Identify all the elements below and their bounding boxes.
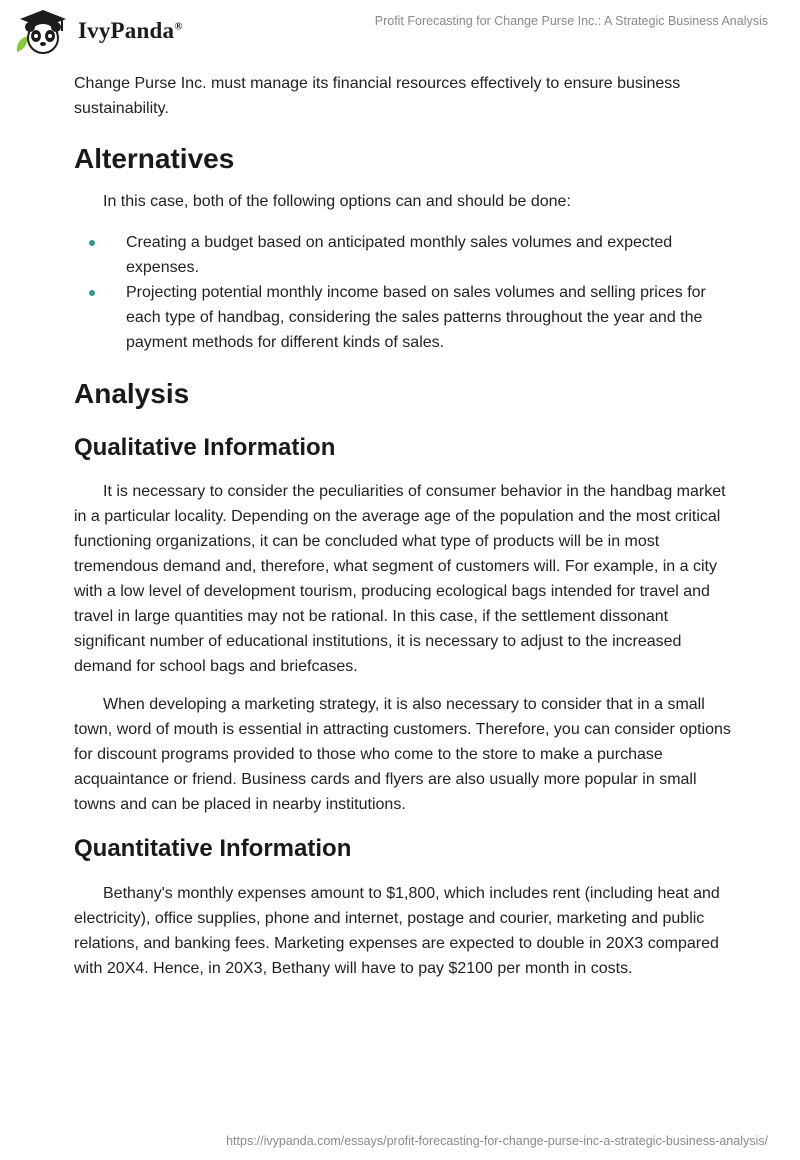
list-item-text: Creating a budget based on anticipated monthly sales volumes and expected expenses. [126,234,673,276]
bullet-icon [89,240,95,246]
qualitative-heading: Qualitative Information [74,434,336,461]
list-item-text: Projecting potential monthly income based on sales volumes and selling prices for each type of handbag, considering the sales patterns throughout the year and the payment methods for different kinds of sales. [126,284,706,351]
panda-logo-icon [14,8,72,54]
document-title: Profit Forecasting for Change Purse Inc.: A Strategic Business Analysis [374,14,768,28]
registered-mark: ® [174,20,183,33]
intro-paragraph: Change Purse Inc. must manage its financial resources effectively to ensure business sustainability. [74,75,681,117]
article-body [74,71,734,981]
alternatives-heading: Alternatives [74,143,235,174]
page-header [0,0,800,60]
qualitative-paragraph-1: It is necessary to consider the peculiarities of consumer behavior in the handbag market in a particular locality. Depending on the average age of the population and the most critical functioning organizations, it can be concluded what type of products will be in most tremendous demand and, therefore, what segment of customers will. For example, in a city with a low level of development tourism, producing ecological bags intended for travel and travel in large quantities may not be rational. In this case, if the settlement dissonant significant number of educational institutions, it is necessary to adjust to the increased demand for school bags and briefcases. [74,483,726,675]
source-url[interactable]: https://ivypanda.com/essays/profit-forecasting-for-change-purse-inc-a-strategic-business-analysis/ [226,1134,768,1148]
list-item [74,280,734,355]
bullet-icon [89,290,95,296]
quantitative-heading: Quantitative Information [74,835,352,862]
qualitative-paragraph-2: When developing a marketing strategy, it is also necessary to consider that in a small town, word of mouth is essential in attracting customers. Therefore, you can consider options for discount programs provided to those who come to the store to make a purchase acquaintance or friend. Business cards and flyers are also usually more popular in small towns and can be placed in nearby institutions. [74,696,731,813]
analysis-heading: Analysis [74,378,190,409]
logo-wordmark [78,18,183,44]
alternatives-lead: In this case, both of the following options can and should be done: [103,193,571,210]
alternatives-list [74,230,734,355]
logo-text: IvyPanda [78,18,175,43]
quantitative-paragraph-1: Bethany's monthly expenses amount to $1,800, which includes rent (including heat and electricity), office supplies, phone and internet, postage and courier, marketing and public relations, and banking fees. Marketing expenses are expected to double in 20X3 compared with 20X4. Hence, in 20X3, Bethany will have to pay $2100 per month in costs. [74,885,720,977]
list-item [74,230,734,280]
ivypanda-logo[interactable] [14,8,183,54]
